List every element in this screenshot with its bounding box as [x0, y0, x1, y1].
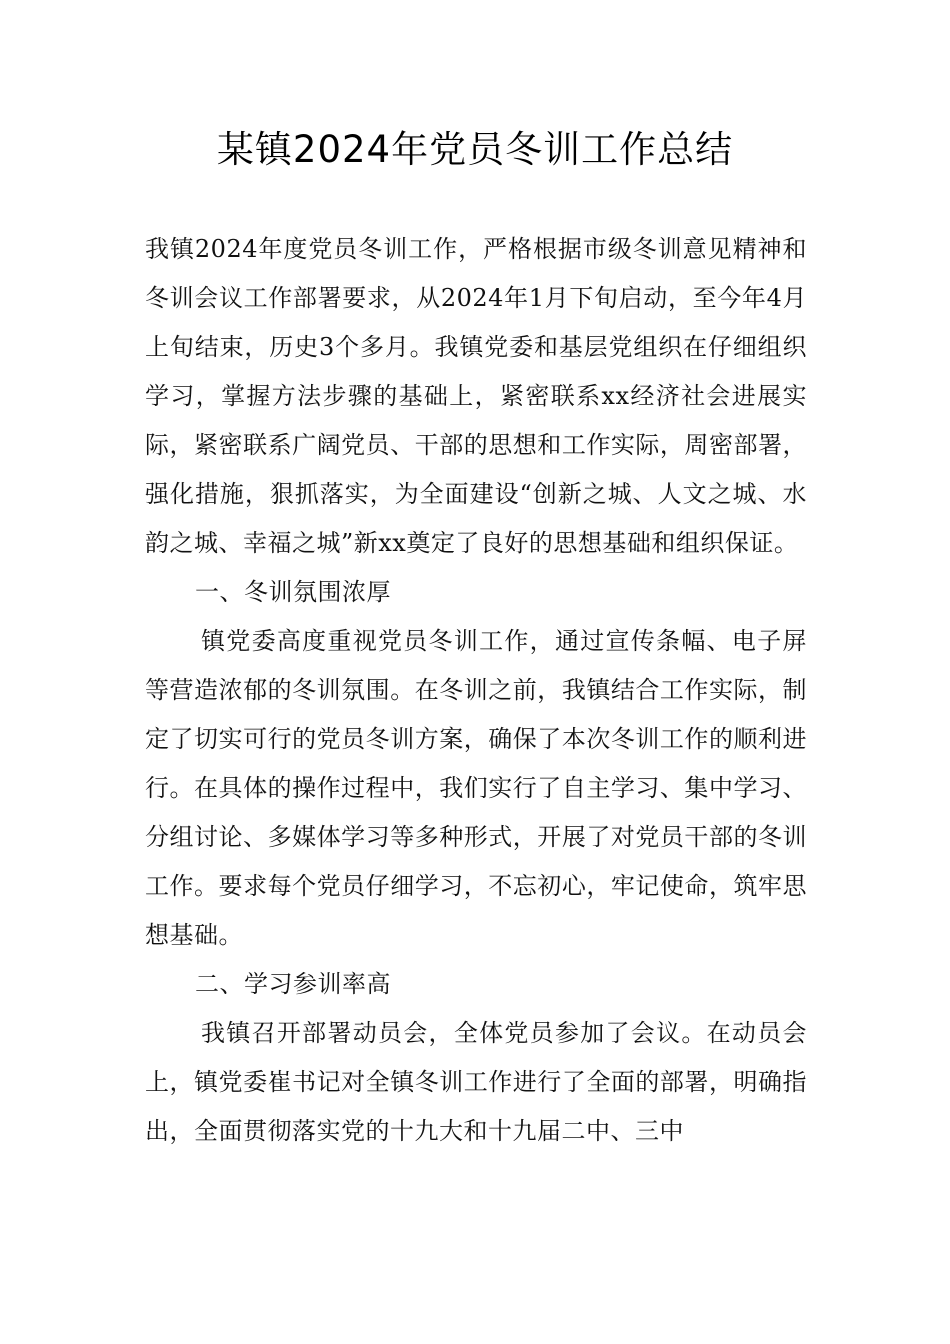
section-2-paragraph: 我镇召开部署动员会，全体党员参加了会议。在动员会上，镇党委崔书记对全镇冬训工作进行了全面的部署，明确指出，全面贯彻落实党的十九大和十九届二中、三中 — [145, 1019, 807, 1145]
section-1-paragraph: 镇党委高度重视党员冬训工作，通过宣传条幅、电子屏等营造浓郁的冬训氛围。在冬训之前，我镇结合工作实际，制定了切实可行的党员冬训方案，确保了本次冬训工作的顺利进行。在具体的操作过程中，我们实行了自主学习、集中学习、分组讨论、多媒体学习等多种形式，开展了对党员干部的冬训工作。要求每个党员仔细学习，不忘初心，牢记使命，筑牢思想基础。 — [145, 627, 807, 949]
section-heading-2: 二、学习参训率高 — [195, 970, 391, 998]
document-body — [145, 225, 807, 1156]
intro-paragraph: 我镇2024年度党员冬训工作，严格根据市级冬训意见精神和冬训会议工作部署要求，从2024年1月下旬启动，至今年4月上旬结束，历史3个多月。我镇党委和基层党组织在仔细组织学习，掌握方法步骤的基础上，紧密联系xx经济社会进展实际，紧密联系广阔党员、干部的思想和工作实际，周密部署，强化措施，狠抓落实，为全面建设“创新之城、人文之城、水韵之城、幸福之城”新xx奠定了良好的思想基础和组织保证。 — [145, 235, 807, 557]
document-title: 某镇2024年党员冬训工作总结 — [216, 128, 734, 171]
section-heading-1: 一、冬训氛围浓厚 — [195, 578, 391, 606]
